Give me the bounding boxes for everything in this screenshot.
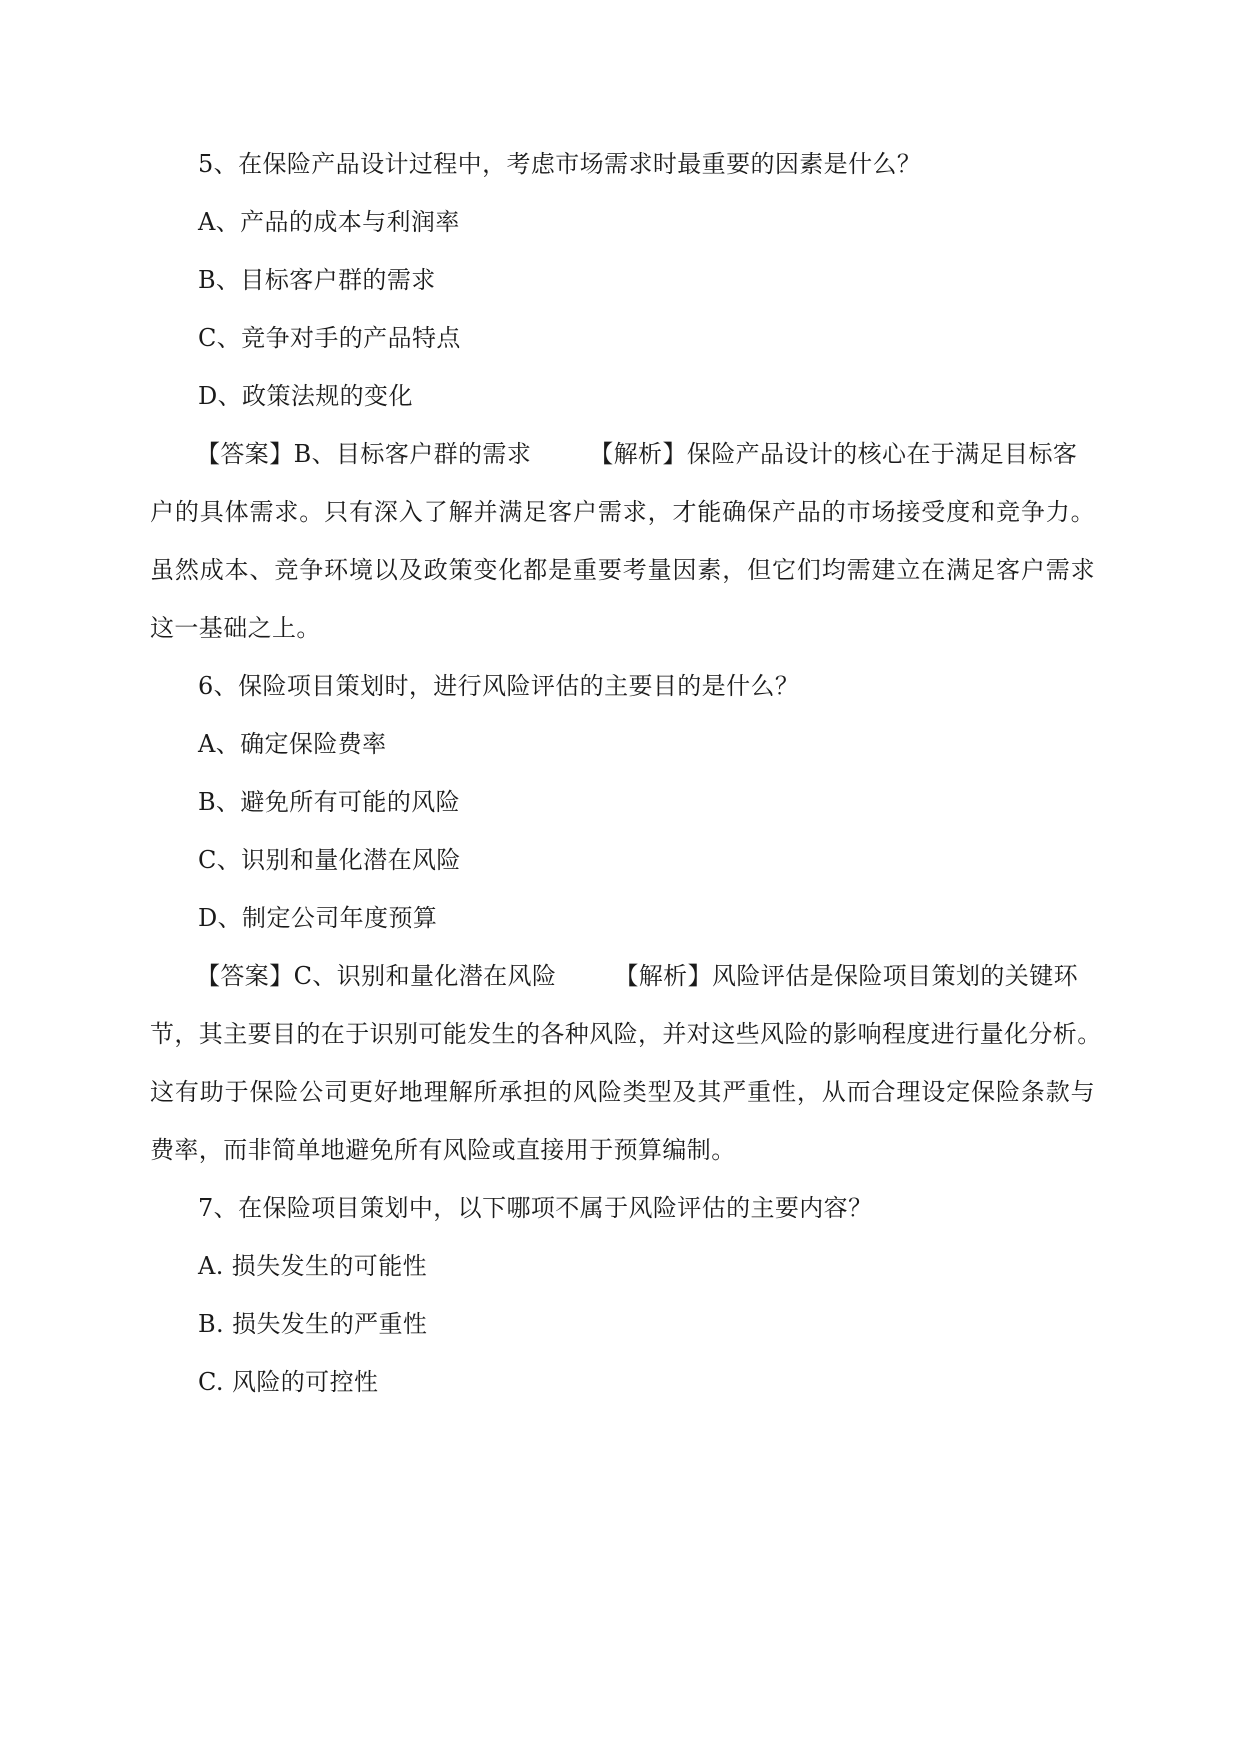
question-6-analysis-line-2: 节，其主要目的在于识别可能发生的各种风险，并对这些风险的影响程度进行量化分析。 [150,1020,1102,1048]
question-6-option-a: A、确定保险费率 [198,730,387,758]
question-5-option-c: C、竞争对手的产品特点 [198,324,461,352]
question-6-analysis-line-3: 这有助于保险公司更好地理解所承担的风险类型及其严重性，从而合理设定保险条款与 [150,1078,1095,1106]
question-5-answer-line [196,439,1077,469]
question-5-option-b: B、目标客户群的需求 [198,266,436,294]
question-5-stem: 5、在保险产品设计过程中，考虑市场需求时最重要的因素是什么？ [198,150,922,178]
question-7-option-b: B. 损失发生的严重性 [198,1310,428,1338]
question-6-stem: 6、保险项目策划时，进行风险评估的主要目的是什么？ [198,672,800,700]
question-6-option-b: B、避免所有可能的风险 [198,788,461,816]
question-7-option-a: A. 损失发生的可能性 [198,1252,427,1280]
question-5-analysis-line-2: 户的具体需求。只有深入了解并满足客户需求，才能确保产品的市场接受度和竞争力。 [150,498,1095,526]
question-6-answer: 【答案】C、识别和量化潜在风险 [196,962,557,990]
question-6-analysis-line-1: 【解析】风险评估是保险项目策划的关键环 [614,962,1078,990]
question-5-analysis-line-4: 这一基础之上。 [150,614,321,642]
question-5-analysis-line-3: 虽然成本、竞争环境以及政策变化都是重要考量因素，但它们均需建立在满足客户需求 [150,556,1095,584]
question-7-option-c: C. 风险的可控性 [198,1368,379,1396]
question-6-option-d: D、制定公司年度预算 [198,904,438,932]
question-7-stem: 7、在保险项目策划中，以下哪项不属于风险评估的主要内容？ [198,1194,873,1222]
question-6-answer-line [196,961,1078,991]
question-5-answer: 【答案】B、目标客户群的需求 [196,440,532,468]
question-5-option-d: D、政策法规的变化 [198,382,413,410]
question-6-analysis-line-4: 费率，而非简单地避免所有风险或直接用于预算编制。 [150,1136,736,1164]
question-5-option-a: A、产品的成本与利润率 [198,208,460,236]
question-6-option-c: C、识别和量化潜在风险 [198,846,461,874]
question-5-analysis-line-1: 【解析】保险产品设计的核心在于满足目标客 [589,440,1078,468]
